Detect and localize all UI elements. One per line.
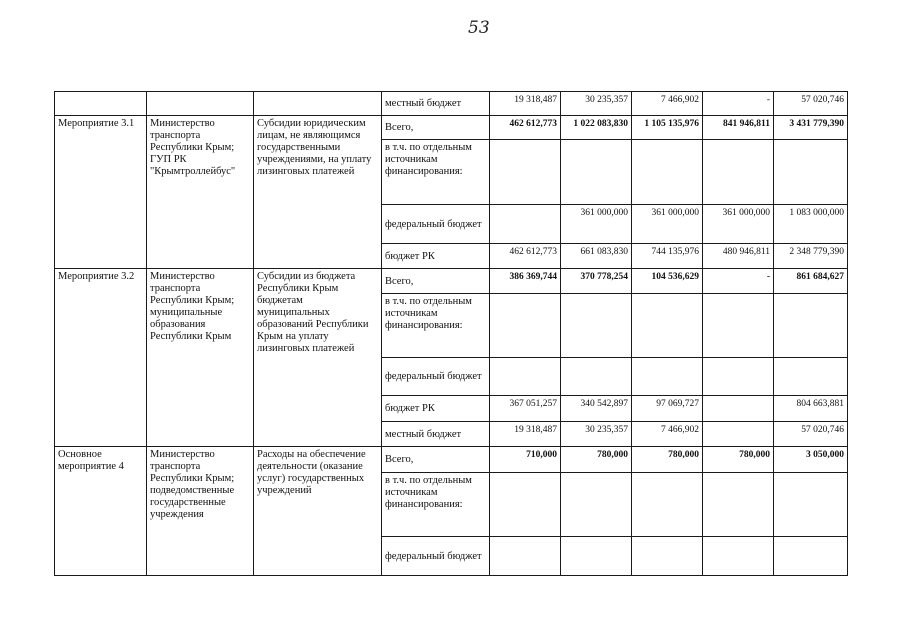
value-cell: 744 135,976: [632, 244, 703, 269]
funding-source-cell: в т.ч. по отдельным источникам финансирования:: [382, 473, 490, 537]
description-cell: Расходы на обеспечение деятельности (оказание услуг) государственных учреждений: [254, 447, 382, 576]
value-cell: 57 020,746: [774, 92, 848, 116]
funding-source-cell: федеральный бюджет: [382, 537, 490, 576]
value-cell: [774, 537, 848, 576]
table-row: [55, 269, 848, 294]
value-cell: 7 466,902: [632, 422, 703, 447]
funding-source-cell: бюджет РК: [382, 396, 490, 422]
value-cell: 3 431 779,390: [774, 116, 848, 140]
value-cell: 780,000: [561, 447, 632, 473]
value-cell: [561, 473, 632, 537]
value-cell: [632, 140, 703, 205]
value-cell: -: [703, 269, 774, 294]
value-cell: [561, 294, 632, 358]
value-cell: 710,000: [490, 447, 561, 473]
table-row: [55, 116, 848, 140]
funding-source-cell: в т.ч. по отдельным источникам финансирования:: [382, 294, 490, 358]
value-cell: 30 235,357: [561, 422, 632, 447]
value-cell: 370 778,254: [561, 269, 632, 294]
value-cell: 57 020,746: [774, 422, 848, 447]
funding-source-cell: Всего,: [382, 116, 490, 140]
value-cell: 19 318,487: [490, 422, 561, 447]
value-cell: 2 348 779,390: [774, 244, 848, 269]
funding-source-cell: в т.ч. по отдельным источникам финансирования:: [382, 140, 490, 205]
value-cell: [774, 473, 848, 537]
value-cell: [490, 537, 561, 576]
value-cell: [490, 358, 561, 396]
value-cell: 804 663,881: [774, 396, 848, 422]
value-cell: 361 000,000: [703, 205, 774, 244]
value-cell: [490, 140, 561, 205]
program-name-cell: Мероприятие 3.2: [55, 269, 147, 447]
value-cell: [561, 537, 632, 576]
value-cell: [703, 358, 774, 396]
funding-source-cell: Всего,: [382, 447, 490, 473]
program-name-cell: [55, 92, 147, 116]
budget-table: [54, 91, 848, 576]
value-cell: 7 466,902: [632, 92, 703, 116]
value-cell: [774, 358, 848, 396]
value-cell: 1 022 083,830: [561, 116, 632, 140]
value-cell: 340 542,897: [561, 396, 632, 422]
value-cell: [561, 140, 632, 205]
value-cell: 661 083,830: [561, 244, 632, 269]
description-cell: Субсидии юридическим лицам, не являющимся государственными учреждениями, на уплату лизинговых платежей: [254, 116, 382, 269]
program-name-cell: Мероприятие 3.1: [55, 116, 147, 269]
funding-source-cell: федеральный бюджет: [382, 358, 490, 396]
value-cell: 462 612,773: [490, 244, 561, 269]
value-cell: 861 684,627: [774, 269, 848, 294]
value-cell: 367 051,257: [490, 396, 561, 422]
funding-source-cell: местный бюджет: [382, 422, 490, 447]
executor-cell: Министерство транспорта Республики Крым; подведомственные государственные учреждения: [147, 447, 254, 576]
value-cell: [632, 473, 703, 537]
value-cell: -: [703, 92, 774, 116]
value-cell: 1 083 000,000: [774, 205, 848, 244]
value-cell: 386 369,744: [490, 269, 561, 294]
value-cell: 361 000,000: [561, 205, 632, 244]
value-cell: 462 612,773: [490, 116, 561, 140]
value-cell: 30 235,357: [561, 92, 632, 116]
table-row: [55, 447, 848, 473]
value-cell: [774, 294, 848, 358]
value-cell: 1 105 135,976: [632, 116, 703, 140]
value-cell: 19 318,487: [490, 92, 561, 116]
value-cell: 841 946,811: [703, 116, 774, 140]
funding-source-cell: Всего,: [382, 269, 490, 294]
value-cell: [703, 422, 774, 447]
value-cell: [490, 473, 561, 537]
value-cell: 480 946,811: [703, 244, 774, 269]
value-cell: [703, 396, 774, 422]
description-cell: [254, 92, 382, 116]
funding-source-cell: федеральный бюджет: [382, 205, 490, 244]
table-row: [55, 92, 848, 116]
value-cell: 3 050,000: [774, 447, 848, 473]
program-name-cell: Основное мероприятие 4: [55, 447, 147, 576]
value-cell: [490, 205, 561, 244]
value-cell: [632, 537, 703, 576]
value-cell: 780,000: [632, 447, 703, 473]
value-cell: [703, 140, 774, 205]
value-cell: [632, 294, 703, 358]
funding-source-cell: бюджет РК: [382, 244, 490, 269]
executor-cell: Министерство транспорта Республики Крым; муниципальные образования Республики Крым: [147, 269, 254, 447]
funding-source-cell: местный бюджет: [382, 92, 490, 116]
executor-cell: Министерство транспорта Республики Крым; ГУП РК "Крымтроллейбус": [147, 116, 254, 269]
value-cell: [703, 473, 774, 537]
page-number: 53: [468, 18, 490, 38]
value-cell: 97 069,727: [632, 396, 703, 422]
value-cell: [774, 140, 848, 205]
value-cell: [632, 358, 703, 396]
value-cell: [561, 358, 632, 396]
value-cell: [703, 537, 774, 576]
value-cell: [703, 294, 774, 358]
value-cell: 361 000,000: [632, 205, 703, 244]
value-cell: [490, 294, 561, 358]
value-cell: 104 536,629: [632, 269, 703, 294]
description-cell: Субсидии из бюджета Республики Крым бюджетам муниципальных образований Республики Крым на уплату лизинговых платежей: [254, 269, 382, 447]
executor-cell: [147, 92, 254, 116]
value-cell: 780,000: [703, 447, 774, 473]
